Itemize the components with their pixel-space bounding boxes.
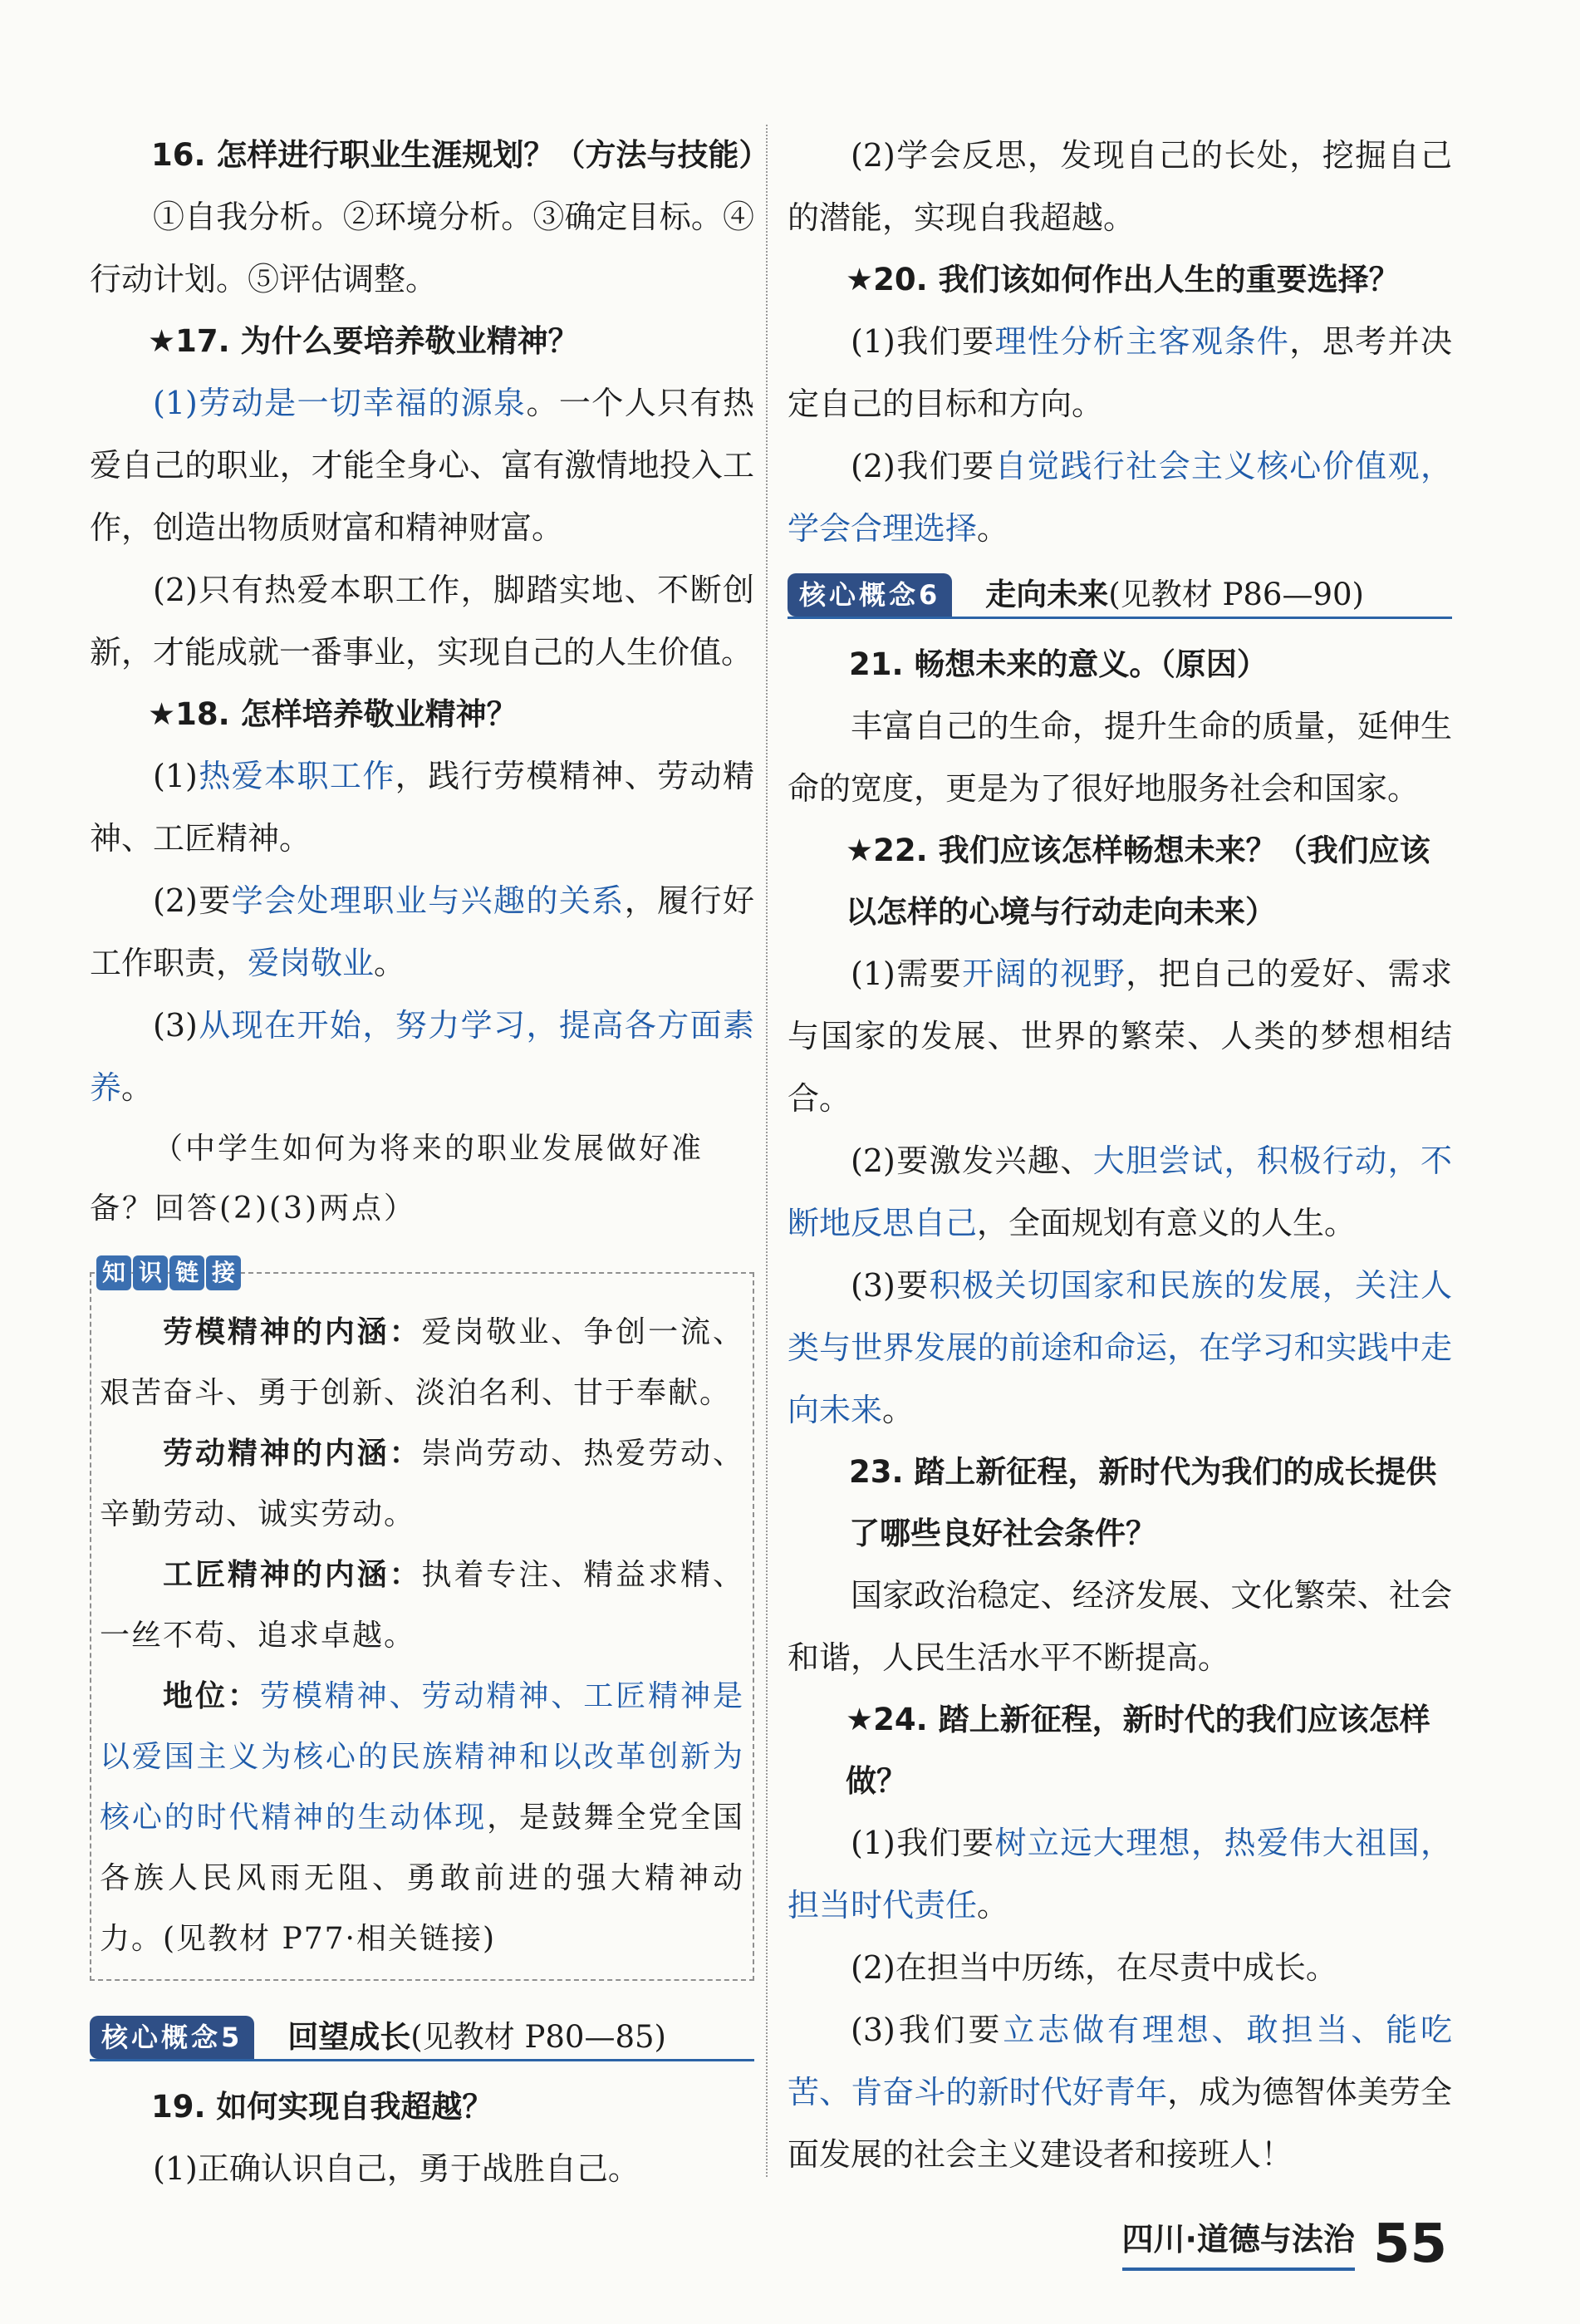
answer-18-3 bbox=[90, 995, 754, 1119]
knowledge-status bbox=[100, 1666, 744, 1969]
answer-23: 国家政治稳定、经济发展、文化繁荣、社会和谐，人民生活水平不断提高。 bbox=[788, 1577, 1452, 1676]
answer-22-1-highlight: 开阔的视野 bbox=[962, 956, 1126, 992]
knowledge-text: 执着专注、精益求精、一丝不苟、追求卓越。 bbox=[100, 1558, 744, 1653]
concept-6-ref: (见教材 P86—90) bbox=[1108, 577, 1364, 612]
answer-22-3-highlight: 积极关切国家和民族的发展，关注人类与世界发展的前途和命运，在学习和实践中走向未来 bbox=[788, 1267, 1452, 1428]
tag-char: 链 bbox=[169, 1255, 204, 1290]
knowledge-highlight: 劳模精神、劳动精神、工匠精神是以爱国主义为核心的民族精神和以改革创新为核心的时代精神的生动体现 bbox=[100, 1679, 744, 1835]
knowledge-label: 劳模精神的内涵： bbox=[163, 1315, 422, 1349]
answer-19-1: (1)正确认识自己，勇于战胜自己。 bbox=[153, 2150, 640, 2187]
knowledge-text: 爱岗敬业、争创一流、艰苦奋斗、勇于创新、淡泊名利、甘于奉献。 bbox=[100, 1315, 744, 1410]
column-divider bbox=[766, 125, 768, 2177]
answer-24-1-end: 。 bbox=[977, 1887, 1009, 1924]
answer-19-2: (2)学会反思，发现自己的长处，挖掘自己的潜能，实现自我超越。 bbox=[788, 137, 1452, 236]
knowledge-link-box bbox=[90, 1259, 754, 1981]
answer-20-2-highlight: 自觉践行社会主义核心价值观，学会合理选择 bbox=[788, 448, 1452, 547]
answer-20-1-pre: (1)我们要 bbox=[851, 323, 995, 360]
answer-20-2-pre: (2)我们要 bbox=[851, 448, 995, 484]
answer-18-3-pre: (3) bbox=[153, 1007, 198, 1044]
right-column bbox=[788, 125, 1452, 2186]
answer-20-2-end: 。 bbox=[977, 510, 1009, 547]
concept-6-title-text: 走向未来 bbox=[985, 577, 1109, 612]
knowledge-craftsman bbox=[100, 1545, 744, 1666]
knowledge-labor bbox=[100, 1423, 744, 1545]
page-footer bbox=[1121, 2213, 1448, 2275]
concept-5-header bbox=[90, 2011, 754, 2061]
answer-21: 丰富自己的生命，提升生命的质量，延伸生命的宽度，更是为了很好地服务社会和国家。 bbox=[788, 708, 1452, 807]
answer-18-2-highlight-2: 爱岗敬业 bbox=[248, 945, 375, 981]
page-number: 55 bbox=[1372, 2213, 1447, 2275]
concept-5-ref: (见教材 P80—85) bbox=[410, 2019, 666, 2055]
answer-24-3 bbox=[788, 1999, 1452, 2186]
answer-17-1-text: 。一个人只有热爱自己的职业，才能全身心、富有激情地投入工作，创造出物质财富和精神财富。 bbox=[90, 385, 754, 546]
answer-22-2 bbox=[788, 1130, 1452, 1255]
question-22: ★22. 我们应该怎样畅想未来？（我们应该以怎样的心境与行动走向未来） bbox=[846, 833, 1430, 930]
answer-18-1-text: ，践行劳模精神、劳动精神、工匠精神。 bbox=[90, 758, 754, 857]
answer-18-2-highlight-1: 学会处理职业与兴趣的关系 bbox=[231, 882, 625, 919]
answer-18-1 bbox=[90, 745, 754, 870]
answer-22-1-pre: (1)需要 bbox=[851, 956, 963, 992]
answer-24-3-pre: (3)我们要 bbox=[851, 2012, 1003, 2048]
concept-5-title bbox=[287, 2016, 666, 2059]
answer-17-2: (2)只有热爱本职工作，脚踏实地、不断创新，才能成就一番事业，实现自己的人生价值。 bbox=[90, 572, 754, 671]
answer-22-3-pre: (3)要 bbox=[851, 1267, 930, 1304]
question-18: ★18. 怎样培养敬业精神？ bbox=[148, 696, 518, 732]
knowledge-label: 工匠精神的内涵： bbox=[163, 1558, 422, 1592]
answer-18-3-end: 。 bbox=[121, 1069, 154, 1106]
tag-char: 识 bbox=[133, 1255, 168, 1290]
answer-22-1-text: ，把自己的爱好、需求与国家的发展、世界的繁荣、人类的梦想相结合。 bbox=[788, 956, 1452, 1117]
answer-24-1 bbox=[788, 1812, 1452, 1937]
knowledge-label: 地位： bbox=[163, 1679, 260, 1713]
answer-22-2-pre: (2)要激发兴趣、 bbox=[851, 1142, 1093, 1179]
answer-24-1-pre: (1)我们要 bbox=[851, 1825, 995, 1861]
concept-6-header bbox=[788, 568, 1452, 619]
concept-5-title-text: 回望成长 bbox=[287, 2019, 411, 2055]
answer-22-3 bbox=[788, 1255, 1452, 1442]
answer-16: ①自我分析。②环境分析。③确定目标。④行动计划。⑤评估调整。 bbox=[90, 199, 754, 297]
answer-17-1-highlight: (1)劳动是一切幸福的源泉 bbox=[153, 385, 527, 421]
answer-22-2-text: ，全面规划有意义的人生。 bbox=[977, 1205, 1357, 1241]
question-20: ★20. 我们该如何作出人生的重要选择？ bbox=[846, 262, 1400, 297]
answer-20-1-text: ，思考并决定自己的目标和方向。 bbox=[788, 323, 1452, 422]
footer-label: 四川·道德与法治 bbox=[1122, 2213, 1355, 2271]
answer-22-2-highlight: 大胆尝试，积极行动，不断地反思自己 bbox=[788, 1142, 1452, 1241]
tag-char: 知 bbox=[96, 1255, 131, 1290]
knowledge-text: ，是鼓舞全党全国各族人民风雨无阻、勇敢前进的强大精神动力。(见教材 P77·相关链接) bbox=[100, 1801, 744, 1956]
answer-18-1-pre: (1) bbox=[153, 758, 198, 794]
knowledge-text: 崇尚劳动、热爱劳动、辛勤劳动、诚实劳动。 bbox=[100, 1437, 744, 1531]
concept-6-badge: 核心概念6 bbox=[788, 573, 952, 617]
answer-20-1-highlight: 理性分析主客观条件 bbox=[994, 323, 1290, 360]
knowledge-label: 劳动精神的内涵： bbox=[163, 1437, 422, 1471]
question-24: ★24. 踏上新征程，新时代的我们应该怎样做？ bbox=[846, 1702, 1430, 1799]
answer-18-2 bbox=[90, 870, 754, 995]
question-17: ★17. 为什么要培养敬业精神？ bbox=[148, 323, 579, 359]
answer-17-1 bbox=[90, 372, 754, 559]
answer-24-1-highlight: 树立远大理想，热爱伟大祖国，担当时代责任 bbox=[788, 1825, 1452, 1924]
answer-18-2-pre: (2)要 bbox=[153, 882, 232, 919]
answer-18-3-highlight: 从现在开始，努力学习，提高各方面素养 bbox=[90, 1007, 754, 1106]
answer-18-2-mid: ，履行好工作职责， bbox=[90, 882, 754, 981]
answer-24-3-highlight: 立志做有理想、敢担当、能吃苦、肯奋斗的新时代好青年 bbox=[788, 2012, 1452, 2110]
tag-char: 接 bbox=[206, 1255, 241, 1290]
answer-18-1-highlight: 热爱本职工作 bbox=[197, 758, 395, 794]
question-16: 16. 怎样进行职业生涯规划？（方法与技能） bbox=[151, 137, 770, 173]
question-19: 19. 如何实现自我超越？ bbox=[151, 2089, 493, 2125]
knowledge-model-worker bbox=[100, 1302, 744, 1423]
question-23: 23. 踏上新征程，新时代为我们的成长提供了哪些良好社会条件？ bbox=[849, 1454, 1437, 1551]
concept-5-badge: 核心概念5 bbox=[90, 2016, 254, 2059]
answer-18-note: （中学生如何为将来的职业发展做好准备？回答(2)(3)两点） bbox=[90, 1132, 704, 1226]
left-column bbox=[90, 125, 770, 2200]
concept-6-title bbox=[985, 573, 1364, 617]
answer-20-1 bbox=[788, 311, 1452, 435]
answer-22-1 bbox=[788, 943, 1452, 1130]
question-21: 21. 畅想未来的意义。（原因） bbox=[849, 646, 1268, 682]
answer-22-3-end: 。 bbox=[882, 1392, 915, 1428]
answer-24-3-text: ，成为德智体美劳全面发展的社会主义建设者和接班人！ bbox=[788, 2074, 1452, 2173]
answer-20-2 bbox=[788, 435, 1452, 560]
answer-18-2-end: 。 bbox=[374, 945, 406, 981]
answer-24-2: (2)在担当中历练，在尽责中成长。 bbox=[851, 1949, 1337, 1986]
knowledge-link-tag bbox=[96, 1255, 241, 1290]
